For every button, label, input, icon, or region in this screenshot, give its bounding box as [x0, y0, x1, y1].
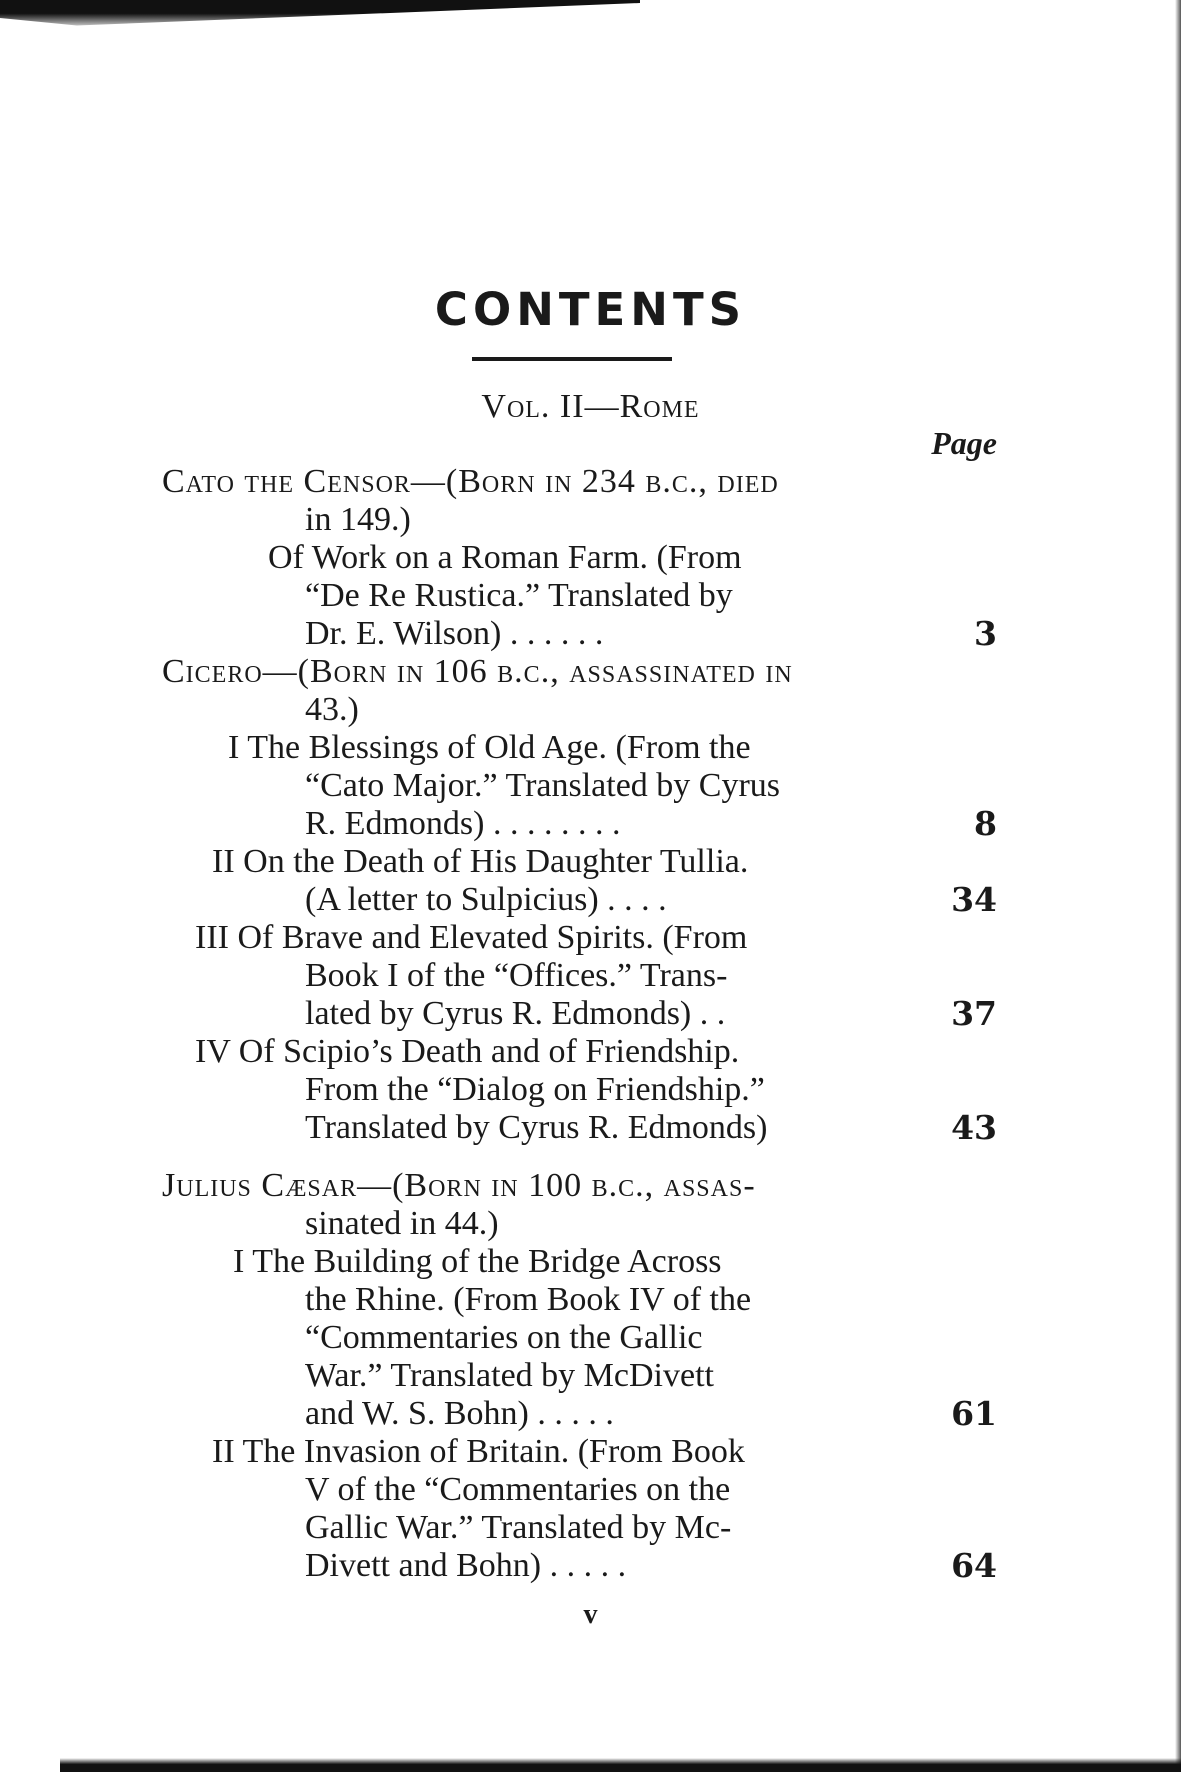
- volume-heading: Vol. II—Rome: [481, 388, 700, 425]
- toc-entry-line: Of Work on a Roman Farm. (From: [268, 539, 742, 576]
- toc-page-number[interactable]: 3: [974, 614, 997, 653]
- toc-entry-line: Book I of the “Offices.” Trans-: [305, 957, 728, 994]
- toc-page-number[interactable]: 37: [951, 994, 997, 1033]
- toc-entry-line: Dr. E. Wilson) . . . . . .: [305, 615, 604, 652]
- toc-entry-line: “De Re Rustica.” Translated by: [305, 577, 733, 614]
- toc-entry-line: (A letter to Sulpicius) . . . .: [305, 881, 667, 918]
- toc-entry-line: II On the Death of His Daughter Tullia.: [212, 843, 749, 880]
- scan-edge-top: [0, 0, 640, 30]
- page-column-label: Page: [931, 425, 997, 461]
- toc-entry-line: III Of Brave and Elevated Spirits. (From: [195, 919, 748, 956]
- toc-entry-line: I The Blessings of Old Age. (From the: [228, 729, 751, 766]
- toc-entry-line: the Rhine. (From Book IV of the: [305, 1281, 752, 1318]
- toc-author-line: Julius Cæsar—(Born in 100 b.c., assas-: [162, 1167, 756, 1204]
- toc-entry-line: Translated by Cyrus R. Edmonds): [305, 1109, 768, 1146]
- toc-page-number[interactable]: 8: [974, 804, 997, 843]
- toc-entry-line: Divett and Bohn) . . . . .: [305, 1547, 627, 1584]
- toc-page-number[interactable]: 43: [951, 1108, 997, 1147]
- page-title: CONTENTS: [434, 283, 747, 336]
- scan-edge-right: [1175, 0, 1181, 1772]
- toc-entry-line: “Cato Major.” Translated by Cyrus: [305, 767, 781, 804]
- page-folio: v: [583, 1599, 598, 1630]
- toc-page-number[interactable]: 34: [951, 880, 997, 919]
- toc-author-line: 43.): [305, 691, 359, 728]
- toc-entry-line: “Commentaries on the Gallic: [305, 1319, 703, 1356]
- title-rule: [472, 357, 672, 361]
- toc-entry-line: War.” Translated by McDivett: [305, 1357, 714, 1394]
- toc-page-number[interactable]: 64: [951, 1546, 997, 1585]
- toc-entry-line: I The Building of the Bridge Across: [233, 1243, 722, 1280]
- toc-page-number[interactable]: 61: [951, 1394, 997, 1433]
- toc-author-line: Cicero—(Born in 106 b.c., assassinated in: [162, 653, 793, 690]
- toc-entry-line: From the “Dialog on Friendship.”: [305, 1071, 765, 1108]
- toc-entry-line: V of the “Commentaries on the: [305, 1471, 731, 1508]
- toc-author-line: Cato the Censor—(Born in 234 b.c., died: [162, 463, 779, 500]
- toc-entry-line: IV Of Scipio’s Death and of Friendship.: [195, 1033, 740, 1070]
- toc-author-line: in 149.): [305, 501, 411, 538]
- toc-entry-line: and W. S. Bohn) . . . . .: [305, 1395, 614, 1432]
- toc-entry-line: lated by Cyrus R. Edmonds) . .: [305, 995, 726, 1032]
- toc-entry-line: Gallic War.” Translated by Mc-: [305, 1509, 732, 1546]
- scan-edge-bottom: [60, 1758, 1181, 1772]
- toc-entry-line: II The Invasion of Britain. (From Book: [212, 1433, 745, 1470]
- toc-author-line: sinated in 44.): [305, 1205, 499, 1242]
- toc-entry-line: R. Edmonds) . . . . . . . .: [305, 805, 621, 842]
